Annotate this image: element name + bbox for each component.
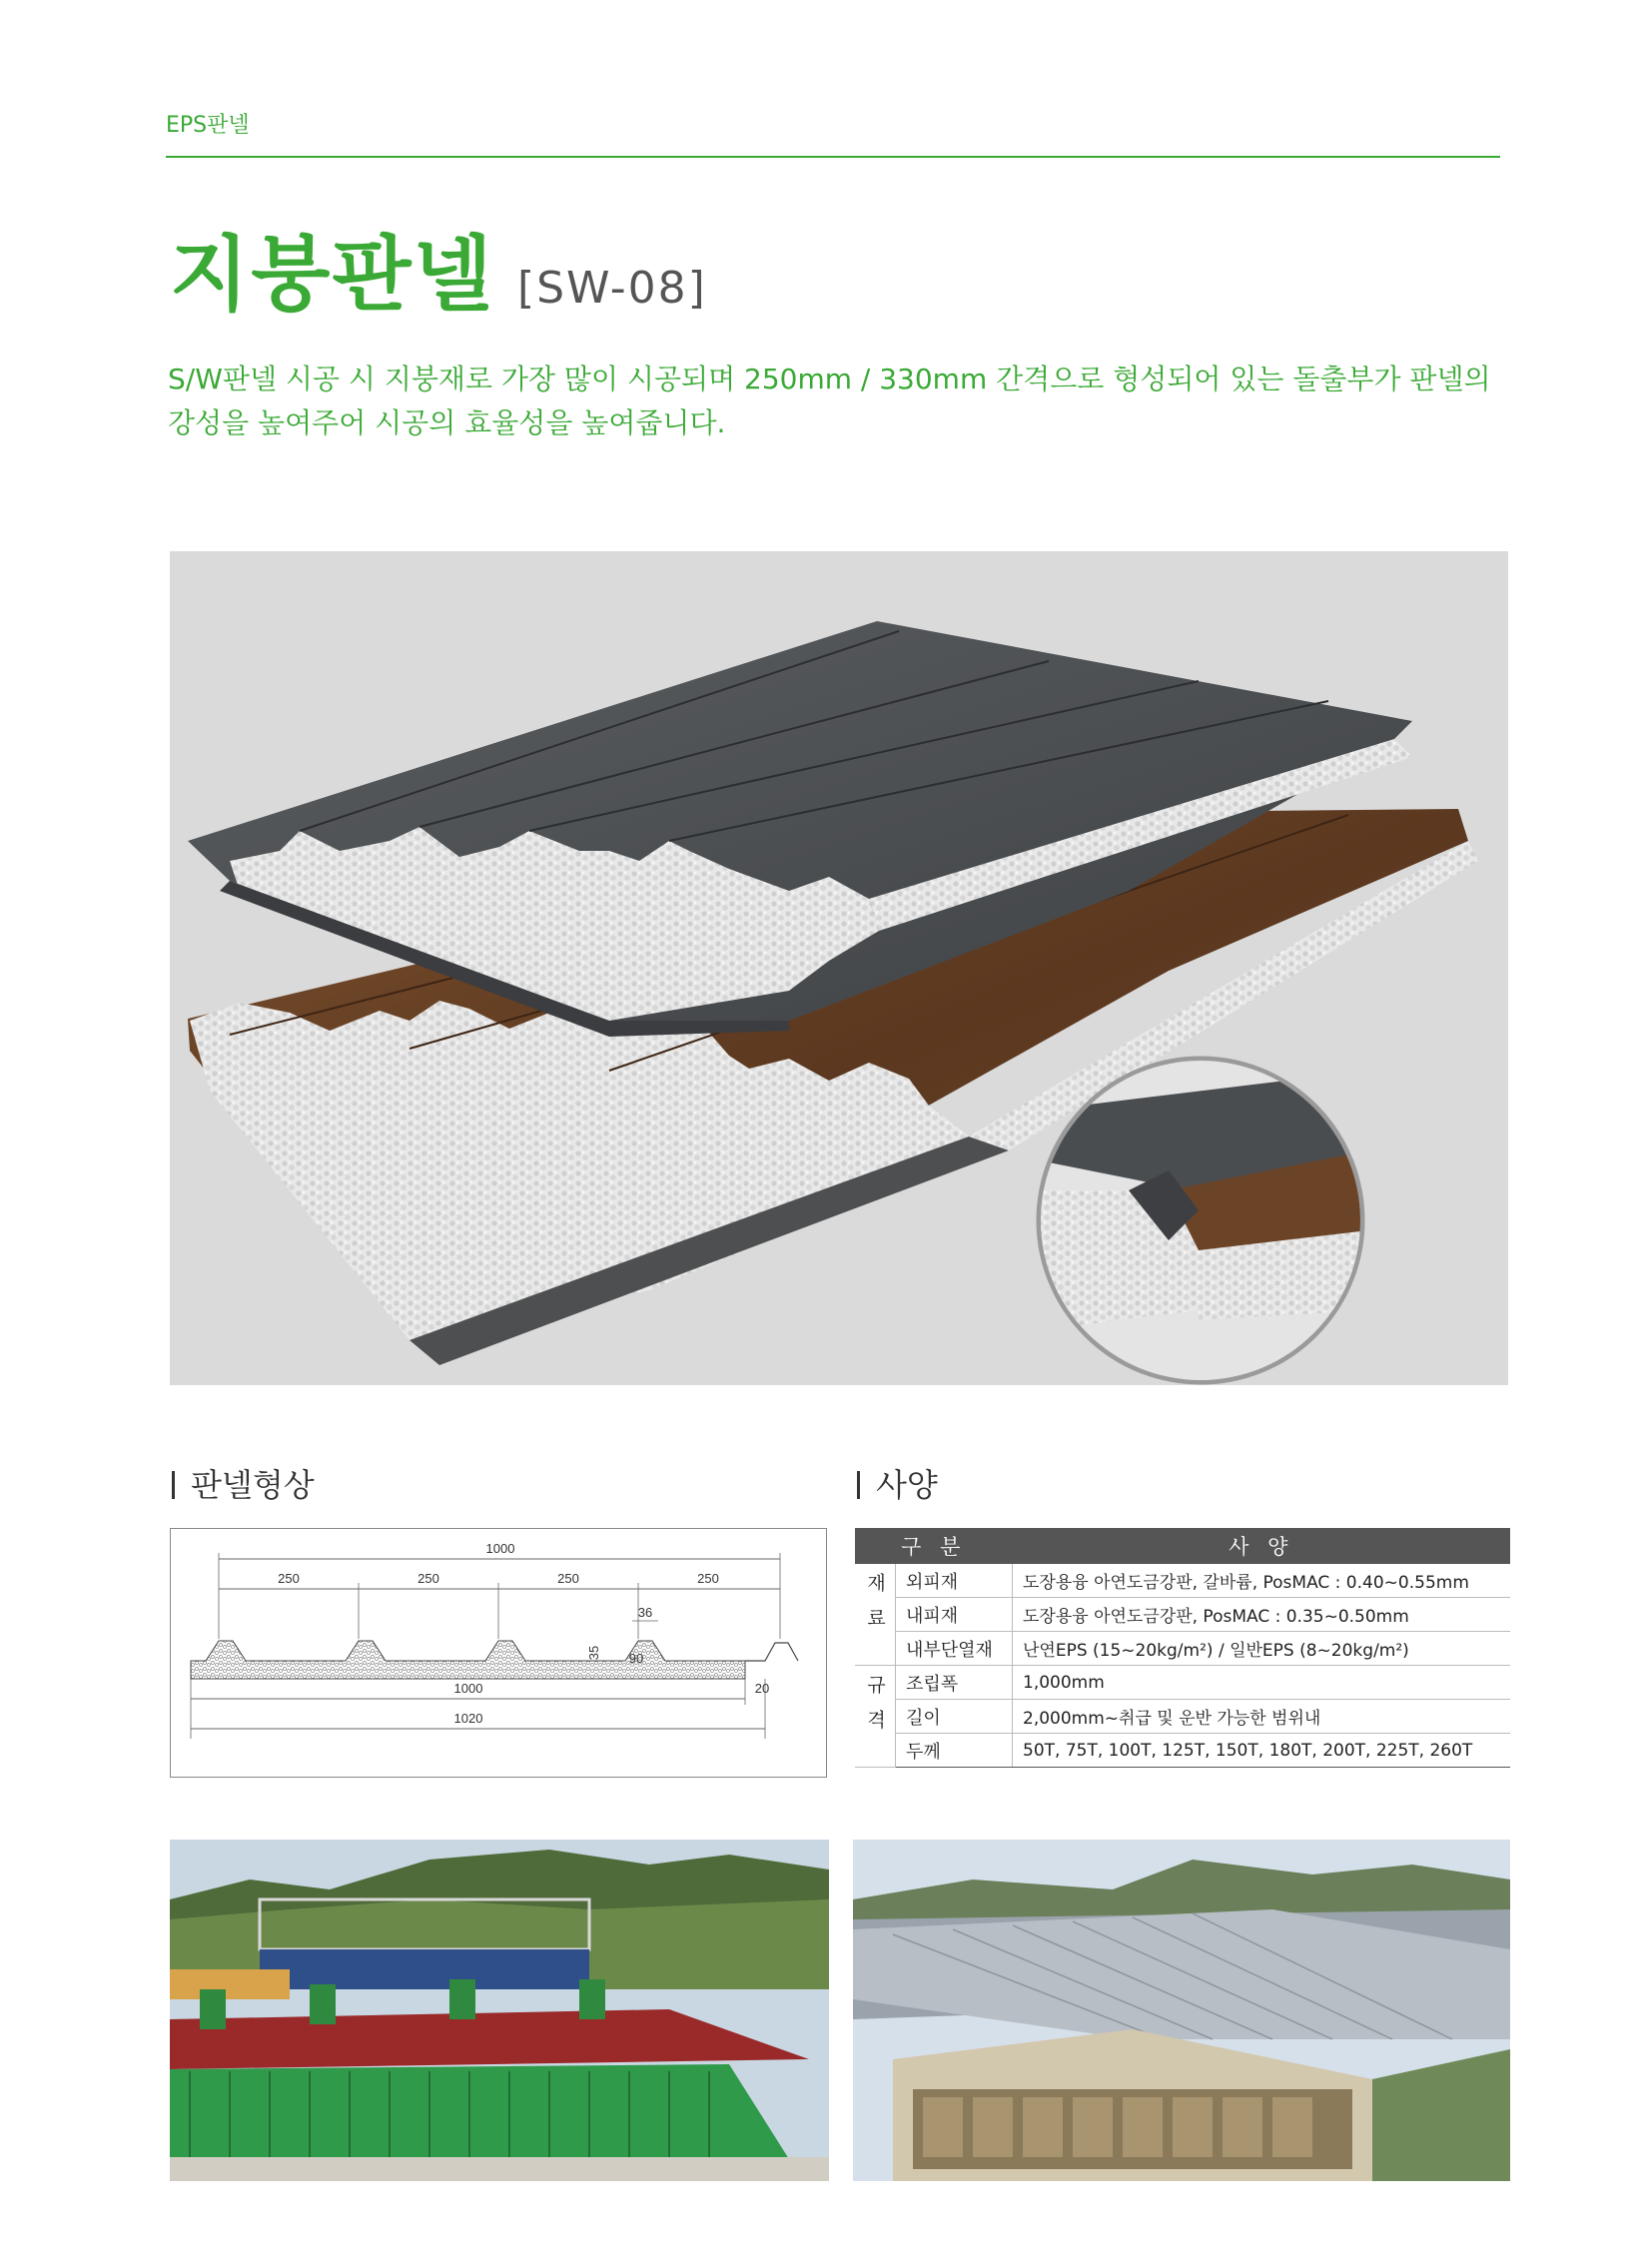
table-row [855,1632,1510,1666]
dim-rib-top: 36 [637,1605,653,1620]
dim-pitch-1: 250 [278,1571,300,1586]
spec-item: 내피재 [896,1598,1013,1632]
spec-section-label: 사양 [876,1466,938,1504]
spec-header-value: 사 양 [1013,1528,1511,1564]
detail-inset [1039,1059,1368,1382]
dim-overlap: 20 [754,1681,770,1696]
panel-shape-drawing [170,1528,827,1778]
spec-item: 외피재 [896,1564,1013,1598]
spec-item: 내부단열재 [896,1632,1013,1666]
section-bar [172,1471,175,1499]
spec-header-category: 구 분 [855,1528,1013,1564]
dim-rib-height: 35 [586,1645,601,1661]
spec-item: 두께 [896,1734,1013,1768]
table-row [855,1734,1510,1768]
dim-rib-base: 90 [628,1651,644,1666]
spec-value: 50T, 75T, 100T, 125T, 150T, 180T, 200T, 225T, 260T [1013,1734,1511,1768]
spec-value: 난연EPS (15~20kg/m²) / 일반EPS (8~20kg/m²) [1013,1632,1511,1666]
title-row [170,210,707,327]
installation-photo-grey-roof [853,1840,1510,2181]
model-code: [SW-08] [516,263,707,314]
spec-table [855,1528,1510,1768]
section-bar [857,1471,860,1499]
spec-value: 1,000mm [1013,1666,1511,1700]
shape-section-label: 판넬형상 [191,1466,315,1504]
dim-pitch-2: 250 [417,1571,439,1586]
spec-item: 길이 [896,1700,1013,1734]
shape-section-title [172,1460,315,1506]
spec-value: 도장용융 아연도금강판, 갈바륨, PosMAC : 0.40~0.55mm [1013,1564,1511,1598]
table-row [855,1564,1510,1598]
table-row [855,1666,1510,1700]
table-row [855,1598,1510,1632]
grey-panel [188,621,1412,1037]
spec-group-label: 재료 [864,1572,886,1643]
product-hero-image [170,551,1508,1385]
dim-pitch-4: 250 [697,1571,719,1586]
spec-item: 조립폭 [896,1666,1013,1700]
spec-value: 도장용융 아연도금강판, PosMAC : 0.35~0.50mm [1013,1598,1511,1632]
installation-photo-green-roof [170,1840,829,2181]
dim-cover-width: 1000 [453,1681,483,1696]
spec-header-row [855,1528,1510,1564]
dim-pitch-3: 250 [557,1571,579,1586]
spec-group-size [855,1666,896,1768]
spec-group-label: 규격 [864,1674,886,1745]
section-label: EPS판넬 [166,113,250,138]
spec-section-title [857,1460,938,1506]
header-divider [166,156,1500,158]
page-title: 지붕판넬 [170,228,494,323]
spec-group-material [855,1564,896,1666]
spec-value: 2,000mm~취급 및 운반 가능한 범위내 [1013,1700,1511,1734]
dim-full-width: 1020 [453,1711,483,1726]
product-description: S/W판넬 시공 시 지붕재로 가장 많이 시공되며 250mm / 330mm 간격으로 형성되어 있는 돌출부가 판넬의 강성을 높여주어 시공의 효율성을 높여줍니다. [168,363,1491,439]
table-row [855,1700,1510,1734]
dim-total-width: 1000 [485,1541,515,1556]
